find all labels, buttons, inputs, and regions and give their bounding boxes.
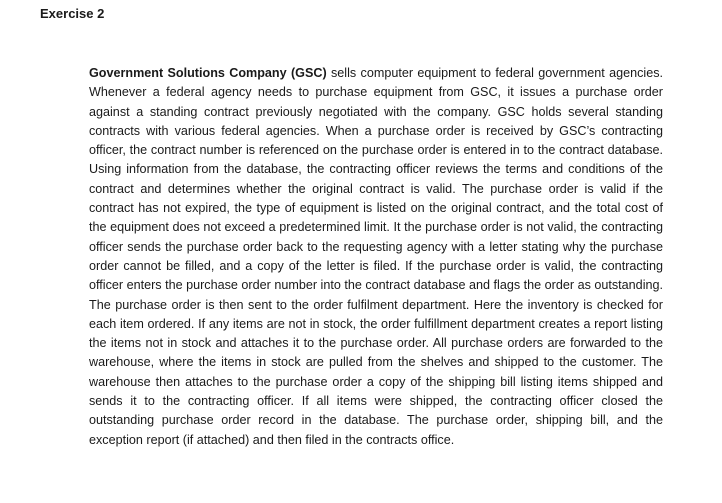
exercise-heading: Exercise 2	[40, 6, 105, 21]
exercise-paragraph	[89, 64, 663, 450]
paragraph-body: sells computer equipment to federal government agencies. Whenever a federal agency needs to purchase equipment from GSC, it issues a purchase order against a standing contract previously negotiated with the company. GSC holds several standing contracts with various federal agencies. When a purchase order is received by GSC’s contracting officer, the contract number is referenced on the purchase order is entered in to the contract database. Using information from the database, the contracting officer reviews the terms and conditions of the contract and determines whether the original contract is valid. The purchase order is valid if the contract has not expired, the type of equipment is listed on the original contract, and the total cost of the equipment does not exceed a predetermined limit. It the purchase order is not valid, the contracting officer sends the purchase order back to the requesting agency with a letter stating why the purchase order cannot be filled, and a copy of the letter is filed. If the purchase order is valid, the contracting officer enters the purchase order number into the contract database and flags the order as outstanding. The purchase order is then sent to the order fulfilment department. Here the inventory is checked for each item ordered. If any items are not in stock, the order fulfillment department creates a report listing the items not in stock and attaches it to the purchase order. All purchase orders are forwarded to the warehouse, where the items in stock are pulled from the shelves and shipped to the customer. The warehouse then attaches to the purchase order a copy of the shipping bill listing items shipped and sends it to the contracting officer. If all items were shipped, the contracting officer closed the outstanding purchase order record in the database. The purchase order, shipping bill, and the exception report (if attached) and then filed in the contracts office.	[89, 66, 663, 447]
company-name: Government Solutions Company (GSC)	[89, 66, 327, 80]
